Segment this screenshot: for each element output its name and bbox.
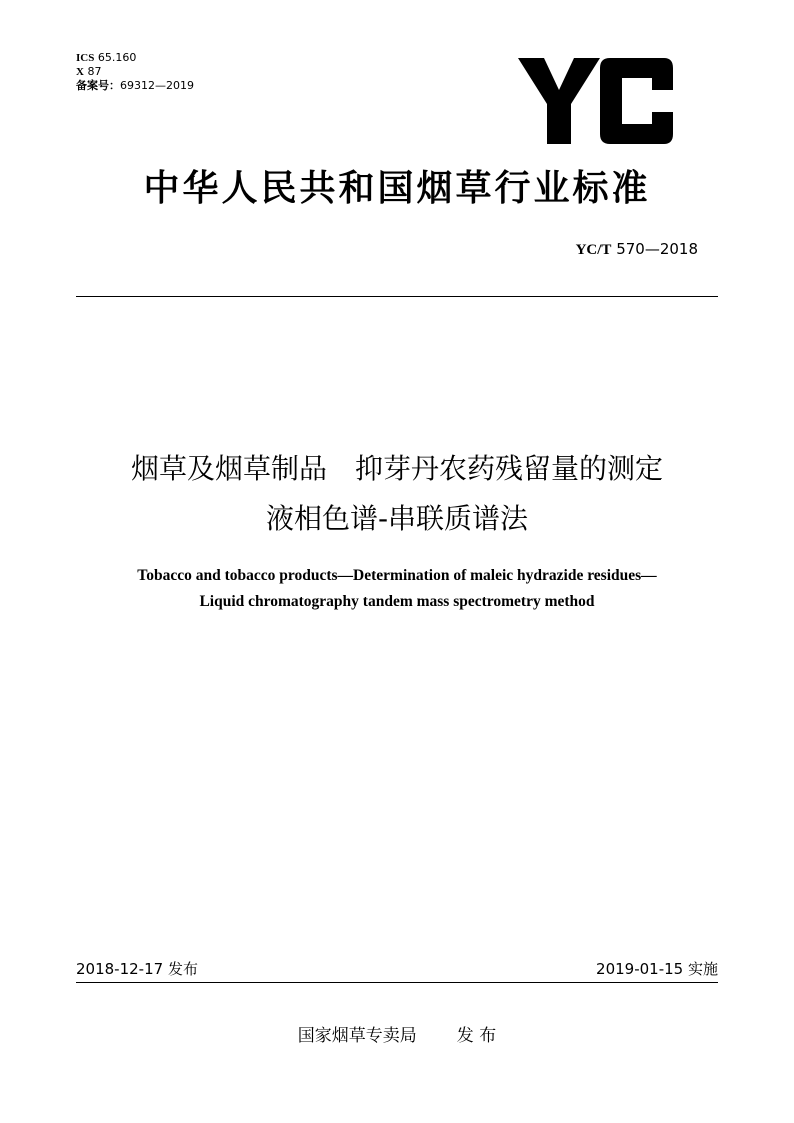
- ics-key: ICS: [76, 52, 95, 64]
- logo-letter-c: [600, 58, 673, 144]
- x-value: 87: [87, 65, 102, 78]
- issue-date: 2018-12-17 发布: [76, 960, 198, 978]
- publisher-name: 国家烟草专卖局: [297, 1026, 417, 1046]
- implement-date: 2019-01-15 实施: [596, 960, 718, 978]
- x-key: X: [76, 66, 84, 78]
- publisher-line: [0, 1021, 794, 1046]
- bottom-divider: [76, 982, 718, 983]
- record-row: [76, 79, 194, 93]
- en-title-line1: Tobacco and tobacco products—Determination of maleic hydrazide residues—: [137, 567, 657, 584]
- publisher-action: 发 布: [456, 1026, 497, 1046]
- cn-title-line2: 液相色谱-串联质谱法: [265, 502, 529, 535]
- en-title-line2: Liquid chromatography tandem mass spectrometry method: [199, 593, 595, 610]
- standard-number-value: 570—2018: [616, 240, 698, 258]
- ics-row: [76, 51, 194, 65]
- ics-value: 65.160: [97, 51, 137, 64]
- record-value: 69312—2019: [120, 79, 194, 92]
- logo-letter-y: [518, 58, 600, 144]
- standard-number: [576, 240, 698, 259]
- x-row: [76, 65, 194, 79]
- yc-logo: [518, 58, 678, 144]
- record-key: 备案号：: [76, 79, 120, 92]
- cn-title-line1: 烟草及烟草制品 抑芽丹农药残留量的测定: [130, 452, 663, 485]
- top-divider: [76, 296, 718, 297]
- standard-title: 中华人民共和国烟草行业标准: [143, 168, 651, 209]
- standard-number-prefix: YC/T: [575, 242, 612, 258]
- classification-block: [76, 51, 194, 93]
